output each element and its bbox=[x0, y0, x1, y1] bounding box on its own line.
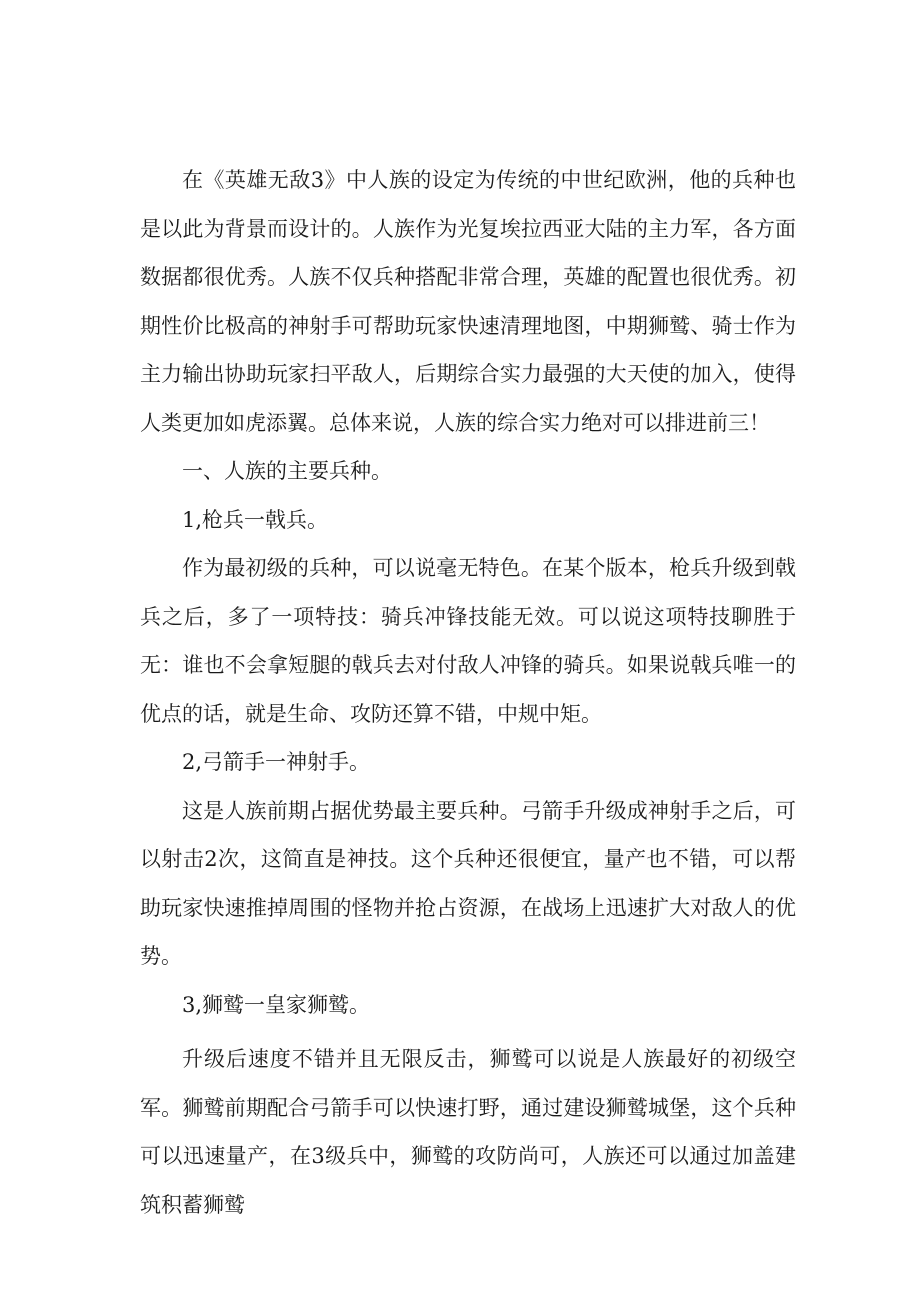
pikeman-paragraph: 作为最初级的兵种，可以说毫无特色。在某个版本，枪兵升级到戟兵之后，多了一项特技：骑兵冲锋技能无效。可以说这项特技聊胜于无：谁也不会拿短腿的戟兵去对付敌人冲锋的骑兵。如果说戟兵唯一的优点的话，就是生命、攻防还算不错，中规中矩。 bbox=[140, 556, 796, 726]
unit-heading-archer: 2,弓箭手一神射手。 bbox=[182, 750, 371, 774]
intro-paragraph: 在《英雄无敌3》中人族的设定为传统的中世纪欧洲，他的兵种也是以此为背景而设计的。人族作为光复埃拉西亚大陆的主力军，各方面数据都很优秀。人族不仅兵种搭配非常合理，英雄的配置也很优秀。初期性价比极高的神射手可帮助玩家快速清理地图，中期狮鹫、骑士作为主力输出协助玩家扫平敌人，后期综合实力最强的大天使的加入，使得人类更加如虎添翼。总体来说，人族的综合实力绝对可以排进前三！ bbox=[140, 168, 796, 435]
body-text bbox=[140, 156, 796, 1229]
unit-heading-griffin: 3,狮鹫一皇家狮鹫。 bbox=[182, 992, 371, 1017]
unit-heading-pikeman: 1,枪兵一戟兵。 bbox=[182, 507, 329, 532]
griffin-paragraph: 升级后速度不错并且无限反击，狮鹫可以说是人族最好的初级空军。狮鹫前期配合弓箭手可以快速打野，通过建设狮鹫城堡，这个兵种可以迅速量产，在3级兵中，狮鹫的攻防尚可，人族还可以通过加盖建筑积蓄狮鹫 bbox=[140, 1047, 796, 1217]
section-heading: 一、人族的主要兵种。 bbox=[182, 459, 392, 483]
archer-paragraph: 这是人族前期占据优势最主要兵种。弓箭手升级成神射手之后，可以射击2次，这简直是神技。这个兵种还很便宜，量产也不错，可以帮助玩家快速推掉周围的怪物并抢占资源，在战场上迅速扩大对敌人的优势。 bbox=[140, 798, 796, 968]
